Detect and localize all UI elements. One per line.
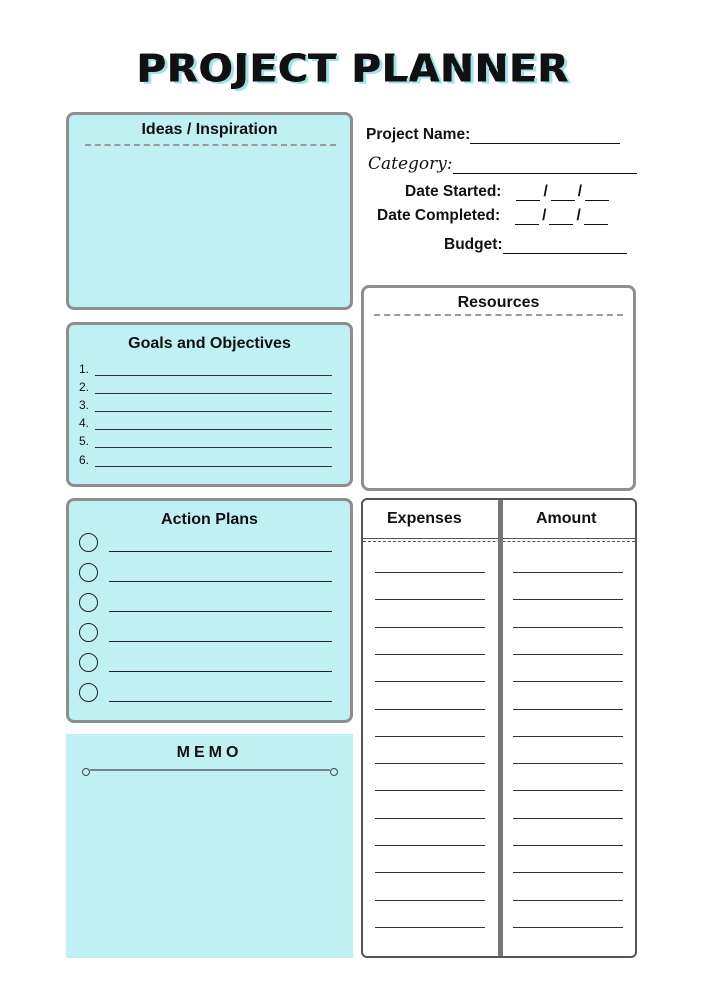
expense-line[interactable] [375,790,485,791]
amount-line[interactable] [513,736,623,737]
action-line[interactable] [109,692,332,702]
expense-line[interactable] [375,900,485,901]
action-line[interactable] [109,602,332,612]
action-item[interactable] [79,533,332,552]
amount-line[interactable] [513,599,623,600]
action-line[interactable] [109,572,332,582]
end-day-blank[interactable] [549,211,573,225]
page-title: PROJECT PLANNER [137,47,570,91]
goal-number: 4. [79,416,90,430]
goal-number: 2. [79,380,90,394]
goal-line[interactable] [95,384,332,394]
goal-item[interactable] [79,362,332,376]
goal-item[interactable] [79,416,332,430]
expense-line[interactable] [375,763,485,764]
ideas-panel[interactable] [66,112,353,310]
action-plans-panel[interactable] [66,498,353,723]
amount-line[interactable] [513,627,623,628]
category-field[interactable] [368,154,637,174]
expense-line[interactable] [375,627,485,628]
project-name-field[interactable] [366,126,620,144]
goal-number: 5. [79,434,90,448]
amount-line[interactable] [513,654,623,655]
amount-line[interactable] [513,790,623,791]
goals-panel[interactable] [66,322,353,487]
action-line[interactable] [109,542,332,552]
amount-line[interactable] [513,709,623,710]
action-checkbox[interactable] [79,533,98,552]
goal-item[interactable] [79,380,332,394]
category-label: Category: [368,154,453,174]
action-line[interactable] [109,632,332,642]
resources-title: Resources [457,294,540,311]
start-month-blank[interactable] [516,187,540,201]
date-started-label: Date Started: [405,183,502,200]
goal-number: 6. [79,453,90,467]
budget-label: Budget: [444,236,503,253]
project-name-line[interactable] [470,128,620,144]
expense-line[interactable] [375,599,485,600]
goal-number: 1. [79,362,90,376]
expense-line[interactable] [375,572,485,573]
column-separator [498,500,503,956]
category-line[interactable] [453,158,637,174]
amount-column-header: Amount [536,510,597,527]
budget-line[interactable] [503,238,627,254]
goal-item[interactable] [79,398,332,412]
amount-line[interactable] [513,872,623,873]
memo-panel[interactable] [66,734,353,958]
expense-line[interactable] [375,654,485,655]
amount-line[interactable] [513,927,623,928]
expense-line[interactable] [375,872,485,873]
goal-line[interactable] [95,402,332,412]
memo-title: MEMO [176,744,243,761]
action-item[interactable] [79,593,332,612]
resources-panel[interactable] [361,285,636,491]
date-started-field[interactable] [405,183,612,201]
expense-line[interactable] [375,818,485,819]
expenses-table[interactable] [361,498,637,958]
end-month-blank[interactable] [515,211,539,225]
start-year-blank[interactable] [585,187,609,201]
goal-item[interactable] [79,453,332,467]
date-separator: / [542,207,547,224]
expense-line[interactable] [375,681,485,682]
date-separator: / [576,207,581,224]
goals-title: Goals and Objectives [128,335,291,352]
action-item[interactable] [79,623,332,642]
action-item[interactable] [79,563,332,582]
resources-divider [374,314,623,316]
ideas-divider [85,144,336,146]
date-completed-field[interactable] [377,207,611,225]
action-checkbox[interactable] [79,683,98,702]
action-checkbox[interactable] [79,593,98,612]
action-plans-title: Action Plans [161,511,258,528]
action-item[interactable] [79,653,332,672]
amount-line[interactable] [513,818,623,819]
date-separator: / [577,183,583,200]
amount-line[interactable] [513,681,623,682]
expense-line[interactable] [375,927,485,928]
amount-line[interactable] [513,845,623,846]
amount-line[interactable] [513,572,623,573]
goal-line[interactable] [95,438,332,448]
expense-line[interactable] [375,845,485,846]
memo-divider-ornament [80,766,340,778]
amount-line[interactable] [513,900,623,901]
start-day-blank[interactable] [551,187,575,201]
date-separator: / [543,183,548,200]
project-name-label: Project Name: [366,126,471,143]
goal-line[interactable] [95,420,332,430]
action-checkbox[interactable] [79,563,98,582]
expenses-column-header: Expenses [387,510,462,527]
goal-line[interactable] [95,457,332,467]
action-checkbox[interactable] [79,623,98,642]
expense-line[interactable] [375,709,485,710]
action-line[interactable] [109,662,332,672]
end-year-blank[interactable] [584,211,608,225]
budget-field[interactable] [444,236,627,254]
amount-line[interactable] [513,763,623,764]
action-checkbox[interactable] [79,653,98,672]
goal-item[interactable] [79,434,332,448]
ideas-title: Ideas / Inspiration [141,121,278,138]
action-item[interactable] [79,683,332,702]
goal-number: 3. [79,398,90,412]
goal-line[interactable] [95,366,332,376]
expense-line[interactable] [375,736,485,737]
date-completed-label: Date Completed: [377,207,501,224]
